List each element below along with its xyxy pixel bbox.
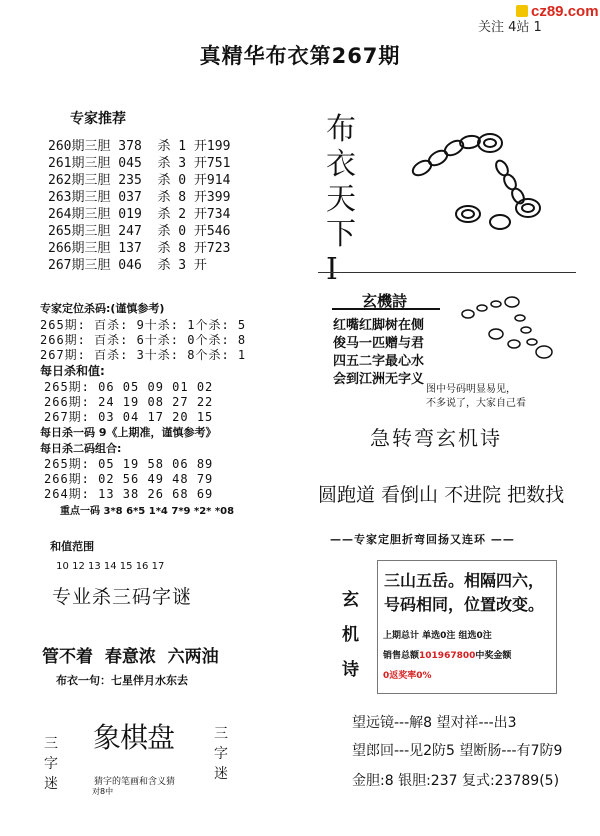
bottom-line: 望远镜---解8 望对祥---出3 <box>352 715 517 731</box>
sales-total <box>383 648 511 661</box>
riddle-title: 专业杀三码字谜 <box>52 586 193 608</box>
expert-row: 265期三胆 247 杀 0 开546 <box>48 224 231 239</box>
chess-board-riddle: 象棋盘 <box>93 721 175 754</box>
side-char: 字 <box>214 746 228 762</box>
kill-two-title: 每日杀二码组合: <box>40 442 122 455</box>
expert-row: 261期三胆 045 杀 3 开751 <box>48 156 231 171</box>
poem-line: 俊马一匹赠与君 <box>333 336 425 351</box>
route-line: 圆跑道 看倒山 不进院 把数找 <box>318 484 565 506</box>
expert-row: 266期三胆 137 杀 8 开723 <box>48 241 231 256</box>
poem-line: 四五二字最心水 <box>333 354 425 369</box>
sales-stat: 上期总计 单选0注 组选0注 <box>383 631 492 641</box>
poem-line: 会到江洲无字义 <box>333 372 425 387</box>
sum-value-row: 267期: 03 04 17 20 15 <box>44 410 214 424</box>
vertical-char: 天 <box>326 182 356 217</box>
chess-note: 对8中 <box>92 787 114 796</box>
sales-total-value: 101967800 <box>419 651 476 661</box>
xuan-ji-line: 三山五岳。相隔四六， <box>384 571 545 590</box>
position-kill-row: 266期: 百杀: 6十杀: 0个杀: 8 <box>40 333 247 347</box>
vertical-char: I <box>326 252 338 287</box>
vertical-char: 衣 <box>326 147 356 182</box>
chess-note: 猜字的笔画和含义猜 <box>94 777 176 787</box>
kill-two-row: 266期: 02 56 49 48 79 <box>44 472 214 486</box>
expert-row: 263期三胆 037 杀 8 开399 <box>48 190 231 205</box>
poem-box-title: 玄機詩 <box>362 292 408 310</box>
kill-one-title: 每日杀一码 9《上期准，谨慎参考》 <box>40 426 217 439</box>
vertical-title <box>326 112 356 287</box>
sum-value-title: 每日杀和值: <box>40 364 105 378</box>
xuan-ji-char: 玄 <box>342 590 359 610</box>
expert-row: 267期三胆 046 杀 3 开 <box>48 258 207 273</box>
side-char: 迷 <box>214 766 228 782</box>
side-char: 三 <box>44 736 58 752</box>
xuan-ji-char: 机 <box>342 625 359 645</box>
divider <box>332 308 440 310</box>
side-label-left <box>44 734 58 794</box>
chain-illustration <box>400 118 560 238</box>
position-kill-row: 265期: 百杀: 9十杀: 1个杀: 5 <box>40 318 247 332</box>
sum-set-label: 和值范围 <box>50 540 95 553</box>
expert-row: 262期三胆 235 杀 0 开914 <box>48 173 231 188</box>
bottom-line: 金胆:8 银胆:237 复式:23789(5) <box>352 773 560 789</box>
sum-value-row: 266期: 24 19 08 27 22 <box>44 395 214 409</box>
page-title: 真精华布衣第267期 <box>199 44 401 68</box>
side-label-right <box>214 724 228 784</box>
follow-note: 关注 4站 1 <box>478 20 542 35</box>
xuan-ji-label <box>342 583 359 688</box>
side-char: 字 <box>44 756 58 772</box>
expert-dashed-line: ——专家定胆折弯回扬又连环 —— <box>330 533 515 546</box>
poem-note: 不多说了，大家自己看 <box>426 398 526 409</box>
vertical-char: 下 <box>326 217 356 252</box>
ji-poem-title: 急转弯玄机诗 <box>370 426 502 450</box>
cloth-line: 布衣一句：七星伴月水东去 <box>56 674 188 687</box>
position-kill-title: 专家定位杀码:(谨慎参考) <box>40 302 165 315</box>
return-rate: 0返奖率0% <box>383 671 432 681</box>
expert-title: 专家推荐 <box>70 111 126 127</box>
sales-total-label: 销售总额 <box>383 651 420 661</box>
small-chain-illustration <box>456 294 566 364</box>
xuan-ji-char: 诗 <box>342 660 359 680</box>
poem-note: 图中号码明显易见， <box>426 384 516 395</box>
sales-total-suffix: 中奖金额 <box>475 651 512 661</box>
divider <box>318 272 576 273</box>
focus-line: 重点一码 3*8 6*5 1*4 7*9 *2* *08 <box>60 506 235 517</box>
position-kill-row: 267期: 百杀: 3十杀: 8个杀: 1 <box>40 348 247 362</box>
sum-set-line <box>40 516 164 573</box>
bottom-line: 望郎回---见2防5 望断肠---有7防9 <box>352 743 563 759</box>
side-char: 迷 <box>44 776 58 792</box>
kill-two-row: 265期: 05 19 58 06 89 <box>44 457 214 471</box>
poem-line: 红嘴红脚树在侧 <box>333 318 425 333</box>
riddle-verse: 管不着 春意浓 六两油 <box>42 647 219 667</box>
sum-value-row: 265期: 06 05 09 01 02 <box>44 380 214 394</box>
kill-two-row: 264期: 13 38 26 68 69 <box>44 487 214 501</box>
site-badge-text: cz89.com <box>531 2 599 20</box>
xuan-ji-line: 号码相同，位置改变。 <box>384 595 545 614</box>
expert-row: 260期三胆 378 杀 1 开199 <box>48 139 231 154</box>
expert-row: 264期三胆 019 杀 2 开734 <box>48 207 231 222</box>
sum-set-values: 10 12 13 14 15 16 17 <box>56 561 165 572</box>
side-char: 三 <box>214 726 228 742</box>
vertical-char: 布 <box>326 112 356 147</box>
